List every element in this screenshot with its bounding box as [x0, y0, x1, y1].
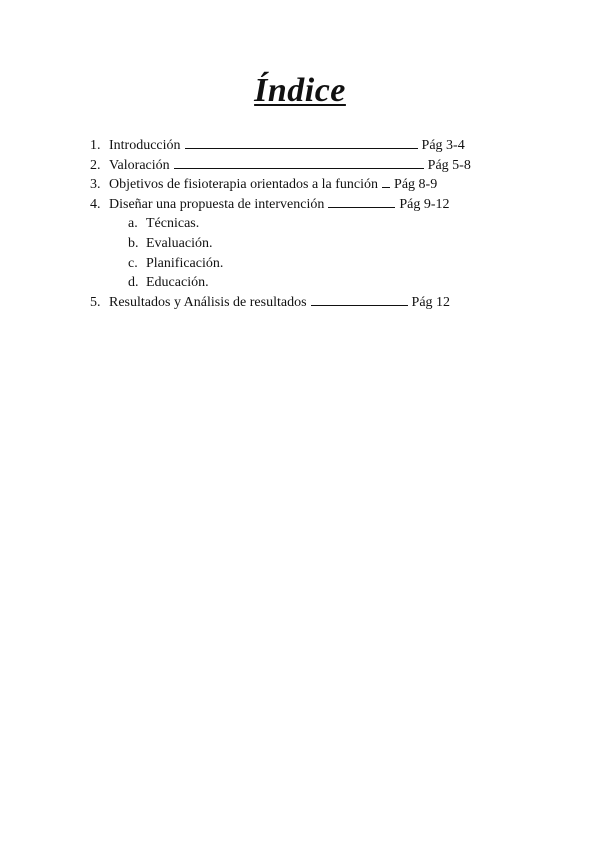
toc-subitem-evaluacion — [90, 234, 510, 254]
toc-item-introduccion — [90, 136, 510, 156]
page-title: Índice — [254, 72, 346, 109]
toc-subitem-label: Planificación. — [146, 255, 224, 271]
toc-item-page: Pág 5-8 — [427, 157, 471, 173]
toc-leader-line — [311, 293, 408, 306]
toc-subitem-letter: a. — [128, 216, 138, 232]
toc-item-number: 5. — [90, 294, 101, 310]
toc-item-label: Objetivos de fisioterapia orientados a la función — [109, 177, 379, 193]
table-of-contents — [90, 136, 510, 312]
toc-item-page: Pág 12 — [411, 294, 451, 310]
toc-item-label: Diseñar una propuesta de intervención — [109, 196, 325, 212]
toc-subitem-letter: b. — [128, 235, 139, 251]
toc-item-number: 3. — [90, 177, 101, 193]
toc-leader-line — [185, 136, 418, 149]
toc-item-number: 2. — [90, 157, 101, 173]
toc-leader-line — [328, 195, 395, 208]
toc-item-page: Pág 8-9 — [394, 177, 438, 193]
toc-item-objetivos — [90, 175, 510, 195]
toc-item-label: Resultados y Análisis de resultados — [109, 294, 307, 310]
toc-item-page: Pág 9-12 — [399, 196, 450, 212]
toc-subitem-letter: d. — [128, 275, 139, 291]
toc-item-resultados — [90, 293, 510, 313]
toc-subitem-label: Evaluación. — [146, 235, 213, 251]
toc-item-label: Introducción — [109, 138, 181, 153]
toc-item-number: 1. — [90, 138, 101, 153]
toc-subitem-planificacion — [90, 254, 510, 274]
toc-subitem-educacion — [90, 273, 510, 293]
toc-item-intervencion — [90, 195, 510, 215]
toc-subitem-letter: c. — [128, 255, 138, 271]
toc-subitem-tecnicas — [90, 214, 510, 234]
toc-subitem-label: Educación. — [146, 275, 209, 291]
toc-item-page: Pág 3-4 — [421, 138, 465, 153]
toc-leader-line — [382, 175, 390, 188]
toc-item-number: 4. — [90, 196, 101, 212]
toc-item-valoracion — [90, 156, 510, 176]
toc-subitem-label: Técnicas. — [146, 216, 200, 232]
toc-item-label: Valoración — [109, 157, 170, 173]
toc-leader-line — [174, 156, 424, 169]
